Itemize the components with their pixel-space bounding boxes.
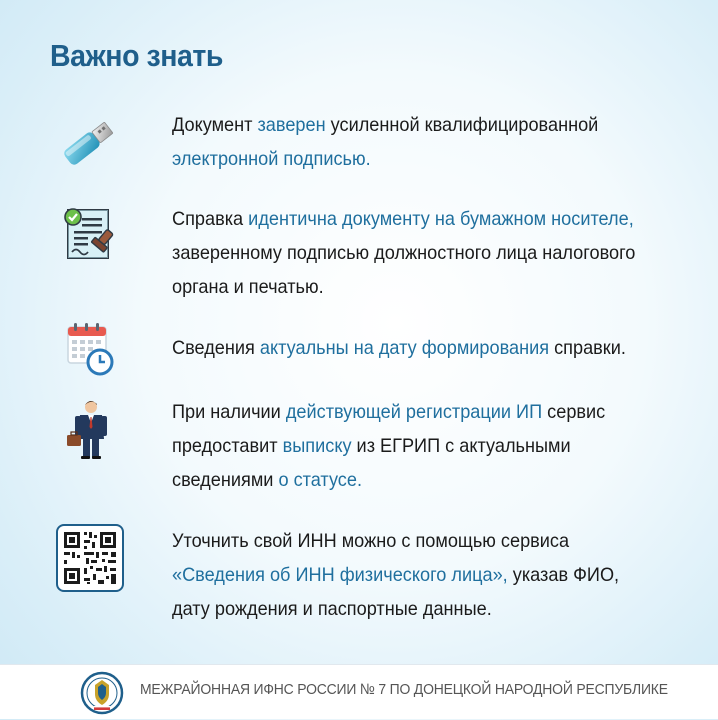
calendar-clock-icon — [58, 319, 120, 381]
info-item-text: Уточнить свой ИНН можно с помощью сервиса «Сведения об ИНН физического лица», указав ФИО, дату рождения и паспортные данные. — [172, 530, 620, 620]
qr-code-icon[interactable] — [56, 524, 124, 592]
info-item-text: Сведения актуальны на дату формирования справки. — [172, 337, 626, 359]
usb-flash-drive-icon — [58, 112, 120, 174]
signed-document-icon — [58, 202, 120, 264]
info-item-text: Справка идентична документу на бумажном носителе, заверенному подписью должностного лица налогового органа и печатью. — [172, 208, 636, 298]
info-item-text: Документ заверен усиленной квалифицированной электронной подписью. — [172, 114, 599, 170]
businessman-icon — [58, 399, 120, 461]
footer-organization-name: МЕЖРАЙОННАЯ ИФНС РОССИИ № 7 ПО ДОНЕЦКОЙ НАРОДНОЙ РЕСПУБЛИКЕ — [140, 681, 668, 698]
fns-emblem-icon — [80, 671, 124, 715]
footer-bar — [0, 664, 718, 719]
page-title: Важно знать — [50, 38, 223, 73]
info-item-text: При наличии действующей регистрации ИП сервис предоставит выписку из ЕГРИП с актуальными сведениями о статусе. — [172, 401, 606, 491]
